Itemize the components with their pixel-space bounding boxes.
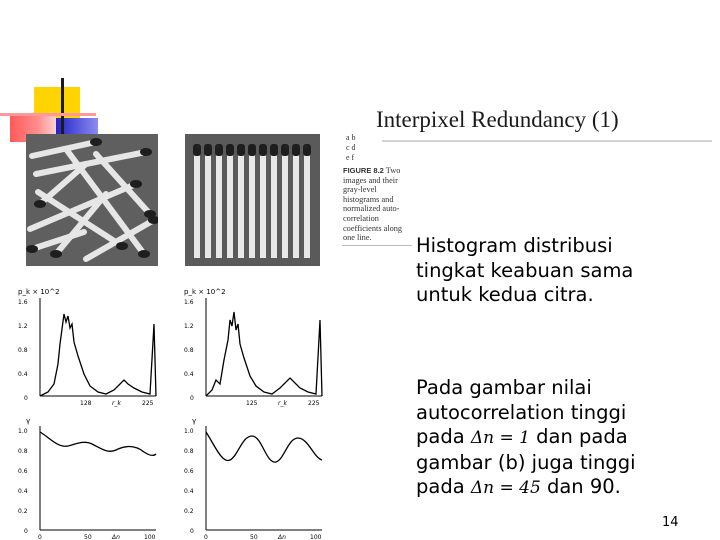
math-delta-n-45: Δn = 45 bbox=[470, 478, 541, 498]
figure-caption-text: Two images and their gray-level histograms and normalized auto-correlation coefficients along one line. bbox=[343, 166, 403, 243]
hist-right-ytick: 0.4 bbox=[184, 371, 194, 378]
hist-right-curve bbox=[206, 312, 322, 396]
autocorr-right-curve bbox=[206, 432, 322, 462]
hist-left-ytick: 0.8 bbox=[18, 347, 28, 354]
scattered-matches-image bbox=[26, 134, 158, 266]
panel-label-row: e f bbox=[346, 153, 355, 162]
autocorr-right-xtick: 0 bbox=[204, 534, 208, 540]
autocorr-left-xtick: 50 bbox=[84, 534, 92, 540]
decor-horizontal-line bbox=[0, 113, 96, 116]
autocorr-right bbox=[180, 414, 326, 540]
panel-labels bbox=[346, 133, 356, 163]
para2-line: autocorrelation tinggi bbox=[416, 400, 627, 424]
paragraph-histogram bbox=[416, 234, 666, 308]
figure-caption-label: FIGURE 8.2 bbox=[343, 166, 384, 175]
autocorr-right-xlabel: Δn bbox=[278, 534, 286, 540]
para2-line: gambar (b) juga tinggi bbox=[416, 450, 636, 474]
para2-pada-1: pada bbox=[416, 425, 465, 448]
para2-line bbox=[416, 425, 676, 451]
hist-left-ytick: 1.6 bbox=[18, 299, 28, 306]
autocorr-right-ytick: 0.8 bbox=[184, 448, 194, 455]
hist-right-ylabel: p_k × 10^2 bbox=[184, 288, 226, 296]
autocorr-left-ylabel: γ bbox=[26, 417, 31, 425]
autocorr-right-ytick: 0 bbox=[190, 528, 194, 535]
para2-line bbox=[416, 475, 676, 501]
title-underline bbox=[382, 140, 712, 142]
hist-right-xtick: 125 bbox=[246, 400, 258, 407]
autocorr-left-ytick: 1.0 bbox=[18, 428, 28, 435]
autocorr-left-ytick: 0 bbox=[24, 528, 28, 535]
histogram-right bbox=[180, 284, 326, 408]
autocorr-right-ytick: 0.6 bbox=[184, 468, 194, 475]
hist-left-ylabel: p_k × 10^2 bbox=[18, 288, 60, 296]
hist-left-curve bbox=[40, 314, 156, 396]
panel-label-row: c d bbox=[346, 143, 356, 152]
hist-left-xtick: 225 bbox=[142, 400, 154, 407]
hist-left-xtick: 128 bbox=[80, 400, 92, 407]
autocorr-left bbox=[14, 414, 160, 540]
autocorr-right-xtick: 100 bbox=[310, 534, 322, 540]
paragraph-autocorrelation bbox=[416, 376, 676, 501]
autocorr-right-ytick: 1.0 bbox=[184, 428, 194, 435]
hist-left-ytick: 0.4 bbox=[18, 371, 28, 378]
hist-right-xtick: 225 bbox=[308, 400, 320, 407]
caption-divider bbox=[342, 245, 412, 246]
figure-caption bbox=[343, 166, 411, 243]
autocorr-left-ytick: 0.4 bbox=[18, 488, 28, 495]
para2-line: Pada gambar nilai bbox=[416, 376, 592, 399]
hist-right-ytick: 0.8 bbox=[184, 347, 194, 354]
histogram-left bbox=[14, 284, 160, 408]
paragraph-histogram-text: Histogram distribusi tingkat keabuan sama untuk kedua citra. bbox=[416, 234, 634, 306]
autocorr-left-xtick: 100 bbox=[144, 534, 156, 540]
autocorr-left-ytick: 0.6 bbox=[18, 468, 28, 475]
autocorr-left-ytick: 0.8 bbox=[18, 448, 28, 455]
hist-left-xlabel: r_k bbox=[112, 400, 121, 407]
panel-label-row: a b bbox=[346, 133, 356, 142]
autocorr-left-curve bbox=[40, 432, 156, 455]
para2-dan-90: dan 90. bbox=[546, 475, 621, 498]
hist-left-ytick: 0 bbox=[24, 395, 28, 402]
autocorr-right-ylabel: γ bbox=[192, 417, 197, 425]
autocorr-right-ytick: 0.4 bbox=[184, 488, 194, 495]
aligned-matches-image bbox=[185, 134, 320, 266]
hist-right-ytick: 1.2 bbox=[184, 323, 194, 330]
hist-right-ytick: 0 bbox=[190, 395, 194, 402]
hist-right-ytick: 1.6 bbox=[184, 299, 194, 306]
para2-pada-2: pada bbox=[416, 475, 465, 498]
hist-left-ytick: 1.2 bbox=[18, 323, 28, 330]
autocorr-left-ytick: 0.2 bbox=[18, 508, 28, 515]
autocorr-right-xtick: 50 bbox=[250, 534, 258, 540]
math-delta-n-1: Δn = 1 bbox=[470, 428, 530, 448]
page-number: 14 bbox=[662, 515, 679, 530]
slide-title: Interpixel Redundancy (1) bbox=[376, 107, 619, 132]
autocorr-left-xtick: 0 bbox=[38, 534, 42, 540]
autocorr-left-xlabel: Δn bbox=[112, 534, 120, 540]
para2-dan-pada: dan pada bbox=[536, 425, 628, 448]
autocorr-right-ytick: 0.2 bbox=[184, 508, 194, 515]
hist-right-xlabel: r_k bbox=[278, 400, 287, 407]
